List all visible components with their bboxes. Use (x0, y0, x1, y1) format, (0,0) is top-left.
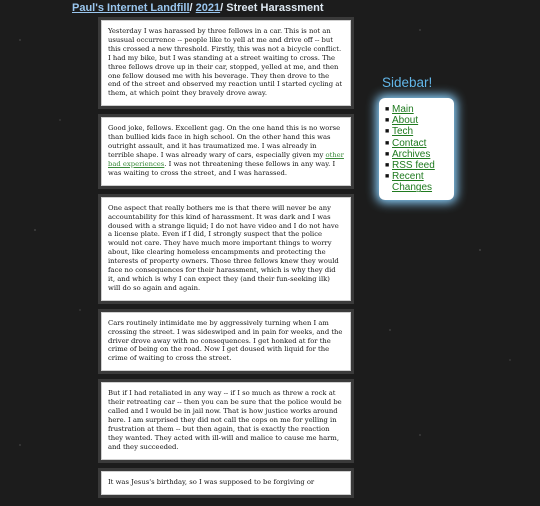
post-text: It was Jesus's birthday, so I was supposed to be forgiving or (108, 477, 315, 486)
post-paragraph (101, 471, 351, 495)
post-text: . I was not threatening these fellows in any way. I was waiting to cross the street, and I was harassed. (108, 159, 336, 177)
bullet-icon: ■ (385, 173, 390, 181)
bullet-icon: ■ (385, 139, 390, 147)
post-text: But if I had retaliated in any way -- if I so much as threw a rock at their retreating car -- then you can be sure that the police would be called and I would be in jail now. That is how justice works around here. I am surprised they did not call the cops on me for yelling in frustration at them -- but then again, that is exactly the reaction they wanted. They acted with ill-will and malice to cause me harm, and they succeeded. (108, 389, 342, 451)
page-title: Street Harassment (226, 2, 324, 14)
bullet-icon: ■ (385, 150, 390, 158)
post-paragraph (101, 382, 351, 459)
post-paragraph (101, 197, 351, 301)
sidebar-item-contact (385, 138, 450, 149)
breadcrumb (72, 2, 323, 14)
sidebar-item-rss-feed (385, 160, 450, 171)
sidebar-item-recent-changes (385, 171, 450, 193)
sidebar-link-about[interactable]: About (392, 115, 419, 127)
breadcrumb-year-link[interactable]: 2021 (195, 2, 221, 14)
post-text: One aspect that really bothers me is that there will never be any accountability for this kind of harassment. It was dark and I was doused with a strange liquid; I do not have video and I do not have a license plate. Even if I did, I strongly suspect that the police would not care. They have much more important things to worry about, like clearing homeless encampments and protecting the interests of property owners. Those three fellows knew they would face no consequences for their harassment, which is why they did it, and which is why I can expect they (and their fun-seeking ilk) will do so again and again. (108, 203, 339, 292)
sidebar-item-archives (385, 149, 450, 160)
sidebar-link-rss-feed[interactable]: RSS feed (392, 160, 435, 172)
sidebar-link-contact[interactable]: Contact (392, 137, 427, 149)
post-paragraph (101, 20, 351, 106)
sidebar-nav (379, 98, 454, 200)
breadcrumb-separator: / (220, 2, 227, 14)
breadcrumb-site-link[interactable]: Paul's Internet Landfill (72, 2, 190, 14)
sidebar-title: Sidebar! (382, 75, 433, 90)
sidebar-link-tech[interactable]: Tech (392, 126, 414, 138)
sidebar-link-recent-changes[interactable]: Recent Changes (392, 171, 433, 194)
breadcrumb-separator: / (189, 2, 196, 14)
bullet-icon: ■ (385, 162, 390, 170)
post-text: Good joke, fellows. Excellent gag. On the one hand this is no worse than bullied kids face in high school. On the other hand this was outright assault, and it has traumatized me. I was already in terrible shape. I was already wary of cars, especially given my (108, 124, 341, 159)
other-bad-experiences-link[interactable]: other bad experiences (108, 150, 344, 168)
post-text: Cars routinely intimidate me by aggressively turning when I am crossing the street. I was sideswiped and in pain for weeks, and the driver drove away with no consequences. I get honked at for the crime of being on the road. Now I get doused with liquid for the crime of waiting to cross the street. (108, 318, 343, 363)
sidebar-item-main (385, 104, 450, 115)
post-list (101, 20, 351, 506)
post-paragraph (101, 117, 351, 185)
post-text: Yesterday I was harassed by three fellows in a car. This is not an ususual occurrence -- people like to yell at me and drive off -- but this crossed a new threshold. Firstly, this was not a bicycle conflict. I had my bike, but I was standing at a street waiting to cross. The three fellows drove up in their car, stopped, yelled at me, and then one fellow doused me with his beverage. They then drove to the end of the street and observed my reaction until I started cycling at them, at which point they bravely drove away. (108, 27, 343, 98)
sidebar-link-archives[interactable]: Archives (392, 148, 431, 160)
sidebar-item-tech (385, 126, 450, 137)
bullet-icon: ■ (385, 128, 390, 136)
sidebar-item-about (385, 115, 450, 126)
sidebar-link-main[interactable]: Main (392, 104, 414, 115)
post-paragraph (101, 312, 351, 372)
bullet-icon: ■ (385, 117, 390, 125)
bullet-icon: ■ (385, 106, 390, 113)
